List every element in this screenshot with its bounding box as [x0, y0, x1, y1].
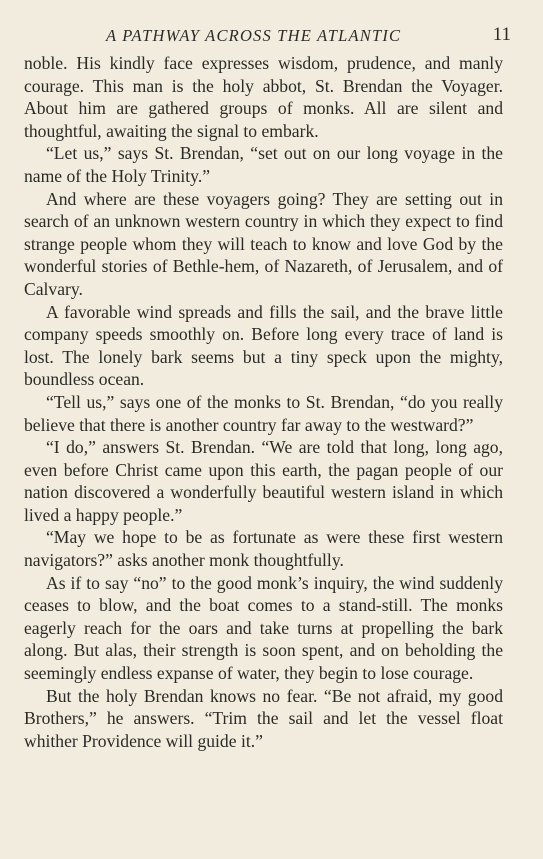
running-header: [24, 22, 511, 52]
paragraph: “Let us,” says St. Brendan, “set out on our long voyage in the name of the Holy Trinity.”: [24, 143, 503, 186]
paragraph: And where are these voyagers going? They are setting out in search of an unknown western country in which they expect to find strange people whom they will teach to know and love God by the wonderful stories of Bethle-hem, of Nazareth, of Jerusalem, and of Calvary.: [24, 188, 503, 299]
paragraph: “I do,” answers St. Brendan. “We are told that long, long ago, even before Christ came upon this earth, the pagan people of our nation discovered a wonderfully beautiful western island in which lived a happy people.”: [24, 437, 503, 525]
paragraph-continued: noble. His kindly face expresses wisdom, prudence, and manly courage. This man is the holy abbot, St. Brendan the Voyager. About him are gathered groups of monks. All are silent and thoughtful, awaiting the signal to embark.: [24, 53, 503, 141]
paragraph: As if to say “no” to the good monk’s inquiry, the wind suddenly ceases to blow, and the boat comes to a stand-still. The monks eagerly reach for the oars and take turns at propelling the bark along. But alas, their strength is soon spent, and on beholding the seemingly endless expanse of water, they begin to lose courage.: [24, 572, 503, 684]
paragraph: A favorable wind spreads and fills the sail, and the brave little company speeds smoothly on. Before long every trace of land is lost. The lonely bark seems but a tiny speck upon the mighty, boundless ocean.: [24, 301, 503, 390]
paragraph: “Tell us,” says one of the monks to St. Brendan, “do you really believe that there is another country far away to the westward?”: [24, 391, 503, 435]
body-text: [24, 52, 503, 752]
paragraph: “May we hope to be as fortunate as were these first western navigators?” asks another monk thoughtfully.: [24, 527, 503, 571]
running-title: A PATHWAY ACROSS THE ATLANTIC: [106, 26, 402, 45]
paragraph: But the holy Brendan knows no fear. “Be not afraid, my good Brothers,” he answers. “Trim the sail and let the vessel float whither Providence will guide it.”: [24, 685, 503, 751]
page-number: 11: [492, 24, 511, 45]
